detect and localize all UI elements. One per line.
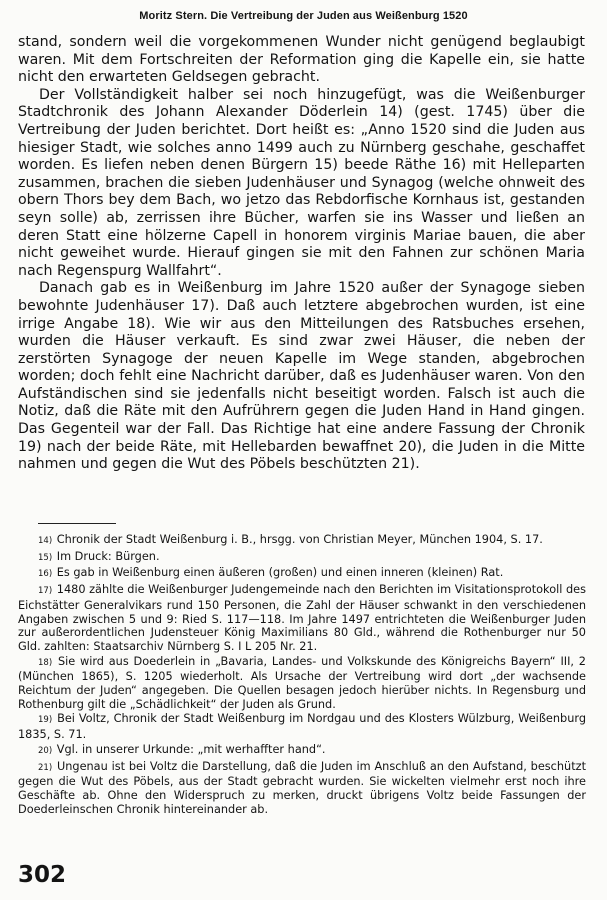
paragraph: Danach gab es in Weißenburg im Jahre 1520 außer der Synagoge sieben bewohnte Judenhäuser 17). Daß auch letztere abgebrochen wurden, ist eine irrige Angabe 18). Wie wir aus den Mitteilungen des Ratsbuches ersehen, wurden die Häuser verkauft. Es sind zwar zwei Häuser, die neben der zerstörten Synagoge der neuen Kapelle im Wege standen, abgebrochen worden; doch fehlt eine Nachricht darüber, daß es Judenhäuser waren. Von den Aufständischen sind sie jedenfalls nicht beseitigt worden. Falsch ist auch die Notiz, daß die Räte mit den Aufrührern gegen die Juden Hand in Hand gingen. Das Gegenteil war der Fall. Das Richtige hat eine andere Fassung der Chronik 19) nach der beide Räte, mit Hellebarden bewaffnet 20), die Juden in die Mitte nahmen und gegen die Wut des Pöbels beschützten 21). (18, 280, 585, 473)
footnote-text: Sie wird aus Doederlein in „Bavaria, Landes- und Volkskunde des Königreichs Bayern“ III, 2 (München 1865), S. 1205 wiederholt. Als Ursache der Vertreibung wird dort „der wachsende Reichtum der Juden“ angegeben. Die Quellen besagen jedoch hierüber nichts. In Regensburg und Rothenburg gilt die „Schädlichkeit“ der Juden als Grund. (18, 654, 586, 711)
footnote (18, 655, 586, 712)
footnote-text: Ungenau ist bei Voltz die Darstellung, daß die Juden im Anschluß an den Aufstand, beschützt gegen die Wut des Pöbels, aus der Stadt gebracht wurden. Sie wickelten vielmehr erst noch ihre Geschäfte ab. Ohne den Widerspruch zu merken, druckt übrigens Voltz beide Fassungen der Doederleinschen Chronik hintereinander ab. (18, 759, 586, 816)
footnote-number: 20) (38, 745, 53, 756)
footnote (18, 533, 586, 549)
footnote (18, 743, 586, 759)
footnote-number: 18) (38, 657, 53, 668)
paragraph: stand, sondern weil die vorgekommenen Wunder nicht genügend beglaubigt waren. Mit dem Fortschreiten der Reformation ging die Kapelle ein, sie hatte nicht den erwarteten Geldsegen gebracht. (18, 34, 585, 86)
footnote (18, 550, 586, 566)
footnote-text: 1480 zählte die Weißenburger Judengemeinde nach den Berichten im Visitationsprotokoll des Eichstätter Generalvikars rund 150 Personen, die Zahl der Häuser schwankt in den verschiedenen Angaben zwischen 5 und 9: Ried S. 117—118. Im Jahre 1497 entrichteten die Weißenburger Juden zur außerordentlichen Judensteuer König Maximilians 80 Gld., während die Rothenburger nur 50 Gld. zahlten: Staatsarchiv Nürnberg S. I L 205 Nr. 21. (18, 583, 587, 653)
footnote (18, 760, 586, 817)
footnote-divider (38, 523, 116, 524)
footnote-number: 14) (38, 536, 53, 546)
footnote (18, 566, 586, 582)
paragraph: Der Vollständigkeit halber sei noch hinzugefügt, was die Weißenburger Stadtchronik des Johann Alexander Döderlein 14) (gest. 1745) über die Vertreibung der Juden berichtet. Dort heißt es: „Anno 1520 sind die Juden aus hiesiger Stadt, wie solches anno 1499 auch zu Nürnberg geschahe, geschaffet worden. Es liefen neben denen Bürgern 15) beede Räthe 16) mit Helleparten zusammen, brachen die sieben Judenhäuser und Synagog (welche ohnweit des obern Thors bey dem Bach, wo jetzo das Rebdorfische Kornhaus ist, gestanden seyn solle) ab, zerrissen ihre Bücher, warfen sie ins Wasser und ließen an deren Statt eine hölzerne Capell in honorem virginis Mariae bauen, die aber nicht geweihet wurde. Hierauf gingen sie mit den Fahnen zur schönen Maria nach Regenspurg Wallfahrt“. (18, 86, 585, 279)
main-text (18, 34, 585, 474)
footnote-text: Im Druck: Bürgen. (56, 549, 160, 563)
footnote-text: Vgl. in unserer Urkunde: „mit werhaffter hand“. (56, 742, 326, 756)
page-number: 302 (18, 862, 67, 888)
footnote-number: 16) (38, 569, 53, 580)
footnote (18, 712, 586, 741)
footnote-number: 15) (38, 552, 53, 563)
footnote (18, 583, 586, 654)
running-head: Moritz Stern. Die Vertreibung der Juden aus Weißenburg 1520 (139, 10, 468, 22)
footnote-text: Bei Voltz, Chronik der Stadt Weißenburg im Nordgau und des Klosters Wülzburg, Weißenburg 1835, S. 71. (18, 712, 586, 742)
footnote-text: Chronik der Stadt Weißenburg i. B., hrsgg. von Christian Meyer, München 1904, S. 17. (56, 533, 543, 546)
footnote-number: 21) (38, 762, 53, 773)
footnote-text: Es gab in Weißenburg einen äußeren (großen) und einen inneren (kleinen) Rat. (56, 566, 504, 580)
footnote-number: 17) (38, 586, 53, 597)
footnotes (18, 533, 586, 817)
footnote-number: 19) (38, 715, 53, 726)
